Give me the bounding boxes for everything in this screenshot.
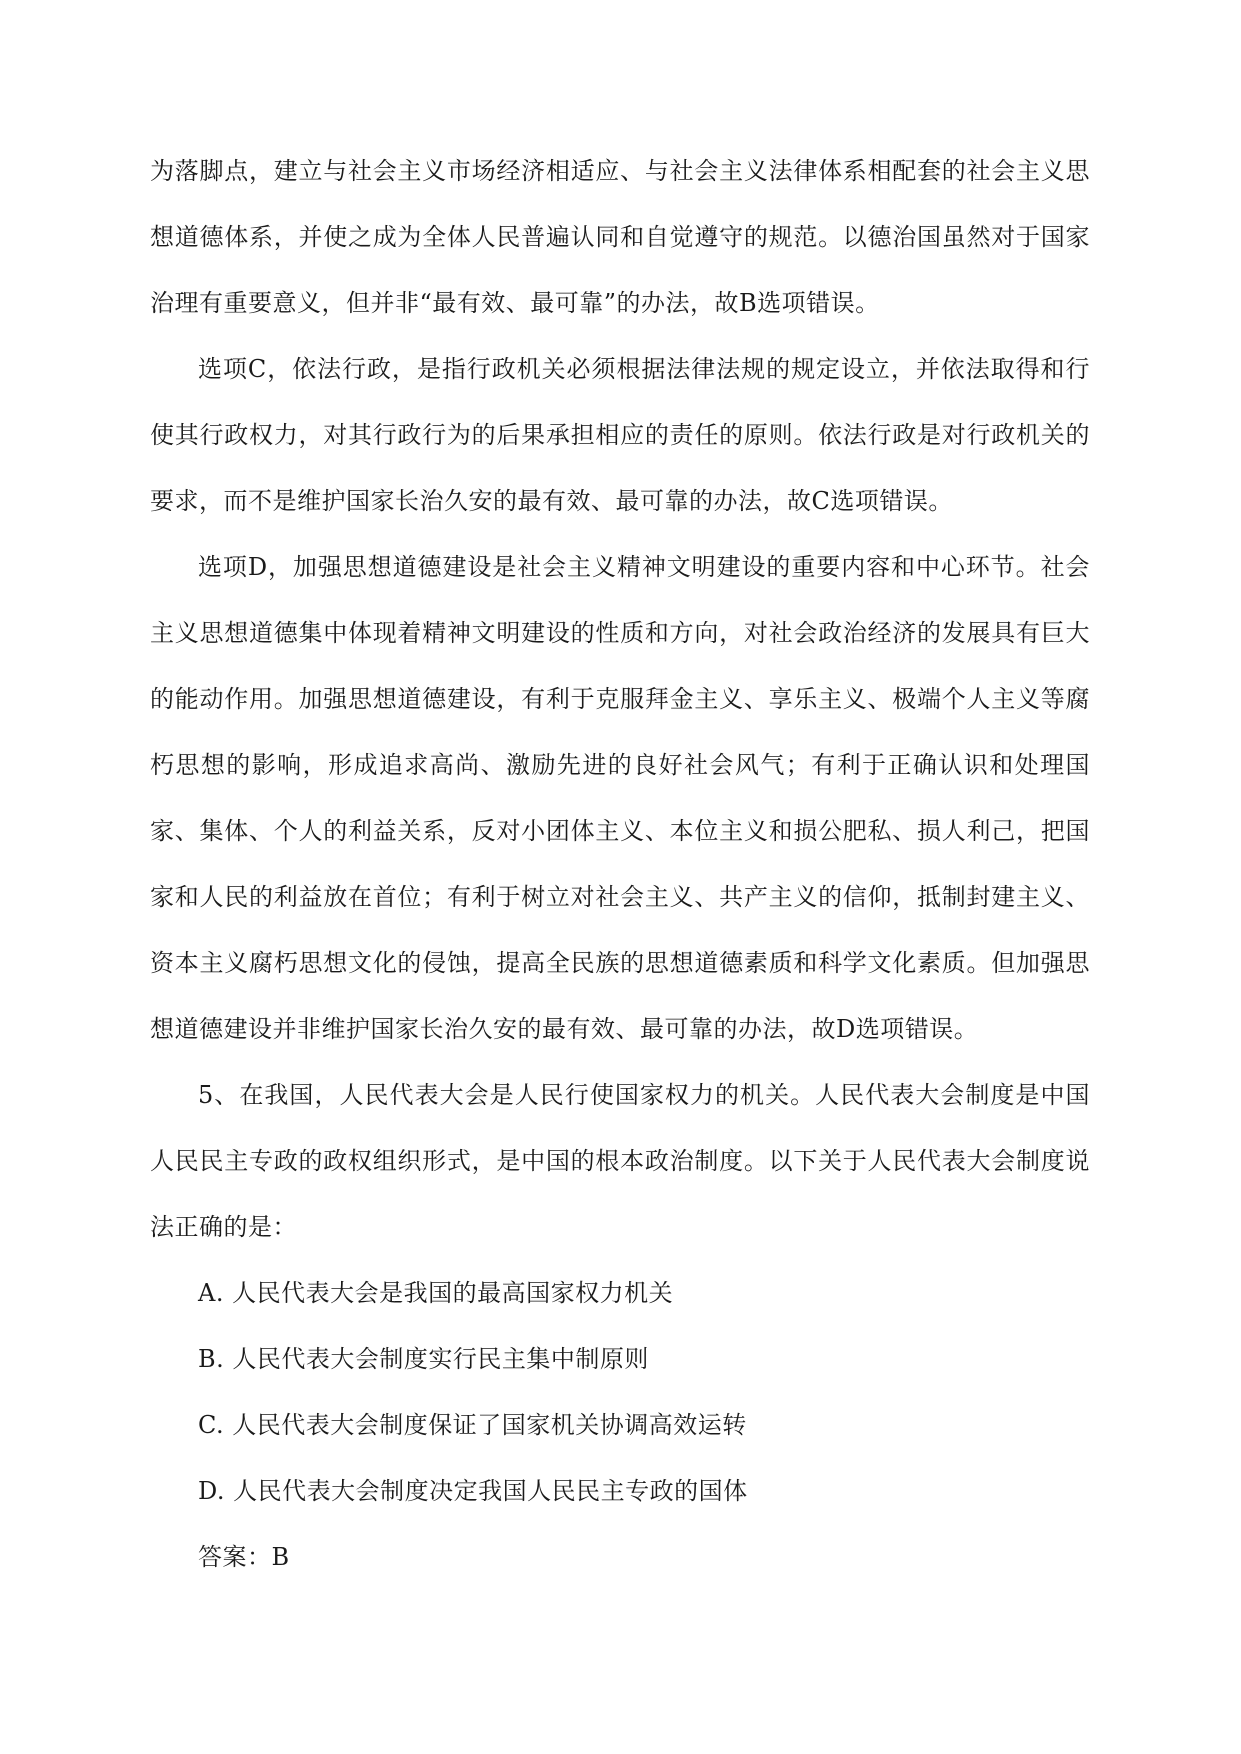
question-5-option-a: A. 人民代表大会是我国的最高国家权力机关 [198,1279,674,1307]
document-page [150,138,1090,1590]
option-c-explanation: 选项C，依法行政，是指行政机关必须根据法律法规的规定设立，并依法取得和行使其行政权力，对其行政行为的后果承担相应的责任的原则。依法行政是对行政机关的要求，而不是维护国家长治久安的最有效、最可靠的办法，故C选项错误。 [150,355,1090,515]
question-5-stem: 5、在我国，人民代表大会是人民行使国家权力的机关。人民代表大会制度是中国人民民主专政的政权组织形式，是中国的根本政治制度。以下关于人民代表大会制度说法正确的是： [150,1081,1090,1241]
question-5-answer: 答案：B [198,1543,290,1571]
question-5-option-c: C. 人民代表大会制度保证了国家机关协调高效运转 [198,1411,747,1439]
question-5-option-b: B. 人民代表大会制度实行民主集中制原则 [198,1345,649,1373]
question-5-option-d: D. 人民代表大会制度决定我国人民民主专政的国体 [198,1477,748,1505]
option-d-explanation: 选项D，加强思想道德建设是社会主义精神文明建设的重要内容和中心环节。社会主义思想道德集中体现着精神文明建设的性质和方向，对社会政治经济的发展具有巨大的能动作用。加强思想道德建设，有利于克服拜金主义、享乐主义、极端个人主义等腐朽思想的影响，形成追求高尚、激励先进的良好社会风气；有利于正确认识和处理国家、集体、个人的利益关系，反对小团体主义、本位主义和损公肥私、损人利己，把国家和人民的利益放在首位；有利于树立对社会主义、共产主义的信仰，抵制封建主义、资本主义腐朽思想文化的侵蚀，提高全民族的思想道德素质和科学文化素质。但加强思想道德建设并非维护国家长治久安的最有效、最可靠的办法，故D选项错误。 [150,553,1090,1043]
continuation-paragraph: 为落脚点，建立与社会主义市场经济相适应、与社会主义法律体系相配套的社会主义思想道德体系，并使之成为全体人民普遍认同和自觉遵守的规范。以德治国虽然对于国家治理有重要意义，但并非“最有效、最可靠”的办法，故B选项错误。 [150,157,1090,317]
